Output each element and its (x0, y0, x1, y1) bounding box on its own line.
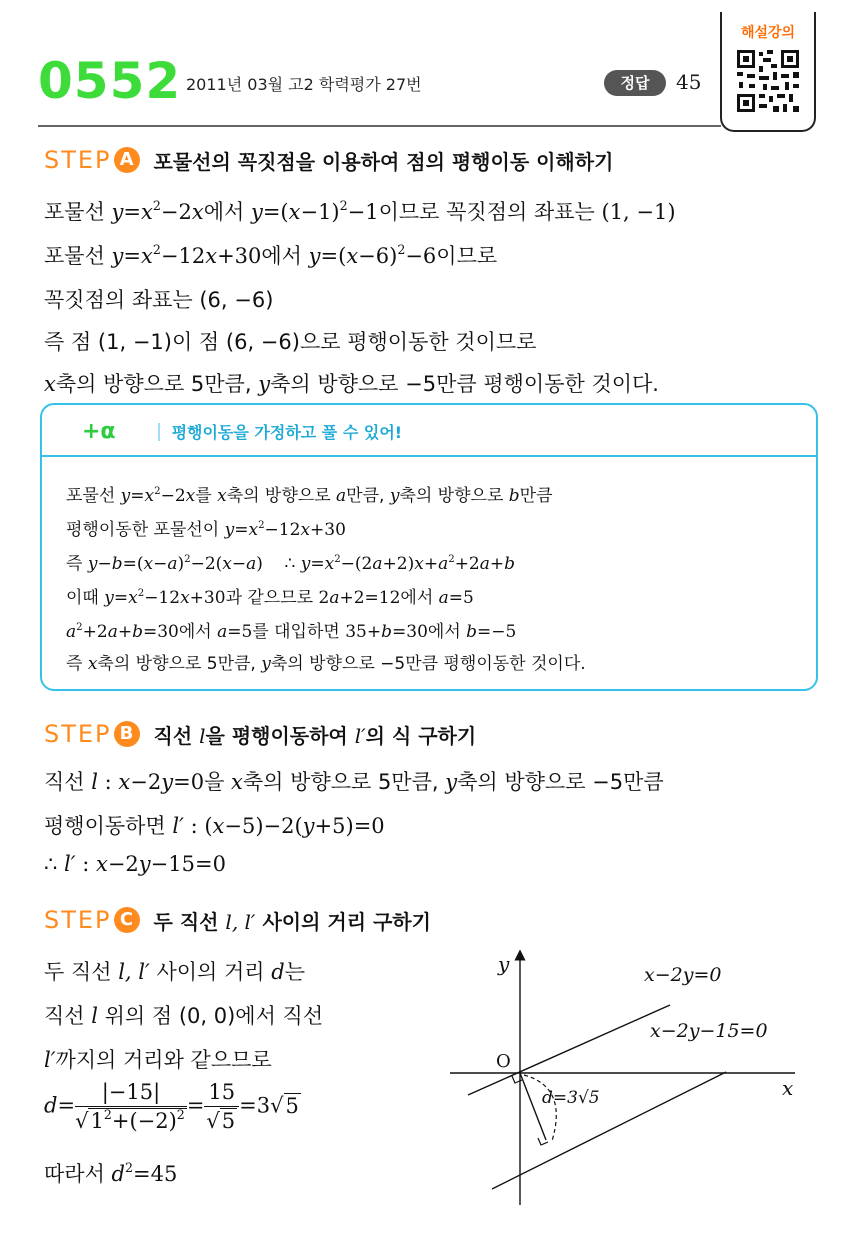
step-b-line-2 (44, 810, 385, 840)
distance-label: d=3√5 (542, 1088, 600, 1108)
text: 포물선 (44, 244, 112, 268)
math-expr: x (185, 486, 196, 506)
text: 까지의 거리와 같으므로 (55, 1048, 272, 1072)
math-expr: x (222, 554, 232, 574)
text: 즉 (66, 654, 88, 674)
text: 평행이동한 포물선이 (66, 520, 225, 540)
math-op: =−5 (477, 622, 517, 642)
tip-separator (158, 423, 160, 441)
text: 을 (204, 770, 232, 794)
tip-title: 평행이동을 가정하고 풀 수 있어! (171, 423, 403, 442)
text: 만큼, (346, 486, 390, 506)
math-expr: y (111, 244, 124, 268)
math-op: −2 (160, 200, 192, 224)
step-b-line-3 (44, 852, 226, 876)
step-c-line-1 (44, 956, 305, 986)
math-expr: x (95, 852, 108, 876)
math-expr: x (87, 654, 98, 674)
math-expr: y (261, 654, 271, 674)
math-op: −12 (144, 588, 181, 608)
numerator: 15 (204, 1080, 239, 1107)
right-angle-mark (538, 1138, 548, 1145)
step-a-line-3: 꼭짓점의 좌표는 (6, −6) (44, 288, 274, 312)
math-op: =45 (133, 1162, 178, 1186)
numerator: |−15| (75, 1080, 187, 1107)
step-a-line-2 (44, 240, 497, 270)
answer-value: 45 (676, 70, 702, 94)
math-expr: l, l′ (225, 909, 256, 934)
text: 축의 방향으로 −5만큼 (457, 770, 664, 794)
math-op: +2) (382, 554, 415, 574)
math-expr: y (224, 520, 235, 540)
tip-divider (42, 455, 816, 457)
text: 를 대입하면 (252, 622, 346, 642)
math-expr: a (107, 622, 118, 642)
tip-line-3 (66, 549, 515, 574)
text: 축의 방향으로 −5만큼 평행이동한 것이다. (270, 372, 659, 396)
tip-header (82, 419, 402, 444)
math-expr: a (329, 588, 340, 608)
math-expr: y (445, 770, 458, 794)
math-expr: y (302, 814, 315, 838)
text: 축의 방향으로 (226, 486, 337, 506)
math-expr: x (212, 814, 225, 838)
tip-line-5 (66, 617, 516, 642)
math-expr: l′ (172, 814, 184, 838)
text: 만큼 (519, 486, 553, 506)
distance-arc (524, 1075, 556, 1141)
text: 포물선 (44, 200, 112, 224)
math-expr: l (91, 1004, 98, 1028)
math-expr: x (231, 770, 243, 794)
text: 이때 (66, 588, 105, 608)
header-divider (38, 125, 721, 127)
math-op: : (97, 770, 119, 794)
math-expr: b (132, 622, 143, 642)
math-op: −12 (160, 244, 206, 268)
qr-code-icon[interactable] (735, 48, 801, 114)
step-title (154, 906, 431, 935)
answer-badge: 정답 (604, 70, 666, 96)
math-expr: y (258, 372, 271, 396)
math-op: 2 (318, 588, 330, 608)
math-op: = (234, 520, 249, 540)
math-op: −6)$^2$−6 (358, 242, 437, 268)
math-op: − (231, 554, 247, 574)
math-op: =0 (173, 770, 205, 794)
step-c-heading (44, 904, 431, 936)
text: 두 직선 (153, 909, 226, 934)
math-expr: $x^2$ (144, 485, 161, 506)
denominator: $√1^2+(-2)^2$ (75, 1107, 185, 1133)
math-op: ∴ (44, 852, 65, 876)
math-expr: x (288, 200, 301, 224)
math-expr: y (308, 244, 321, 268)
math-expr: x (217, 486, 227, 506)
math-expr: y (250, 200, 263, 224)
step-word: STEP (44, 720, 112, 748)
tip-box (40, 403, 818, 691)
math-expr: l′ (354, 723, 366, 748)
math-expr: y (120, 486, 131, 506)
math-expr: y (87, 554, 98, 574)
fraction (75, 1080, 187, 1133)
math-op: −(2 (340, 554, 373, 574)
math-expr: y (161, 770, 174, 794)
math-expr: y (138, 852, 151, 876)
math-expr: x (205, 244, 218, 268)
math-expr: x (300, 520, 311, 540)
math-expr: y (111, 200, 124, 224)
step-badge: B (114, 721, 140, 747)
math-op: 35+ (345, 622, 382, 642)
plus-alpha-icon: +α (82, 419, 116, 444)
step-badge: A (114, 147, 140, 173)
math-expr: l (199, 723, 206, 748)
graph-figure (440, 945, 820, 1210)
math-expr: y (389, 486, 400, 506)
text: 직선 (153, 723, 200, 748)
line-l (468, 1005, 670, 1095)
math-expr: l′ (44, 1048, 56, 1072)
text: 사이의 거리 구하기 (255, 909, 431, 934)
math-op: +30 (310, 520, 346, 540)
math-op: = (123, 244, 142, 268)
text: 두 직선 (44, 960, 119, 984)
step-a-line-4: 즉 점 (1, −1)이 점 (6, −6)으로 평행이동한 것이므로 (44, 330, 537, 354)
text: 사이의 거리 (149, 960, 272, 984)
step-a-line-1 (44, 196, 676, 226)
text: 이므로 꼭짓점의 좌표는 (378, 200, 602, 224)
denominator: √5 (206, 1109, 236, 1133)
step-word: STEP (44, 906, 112, 934)
text: 즉 (66, 554, 88, 574)
text: 포물선 (66, 486, 121, 506)
tip-line-1 (66, 481, 553, 506)
point: (1, −1) (601, 200, 676, 224)
math-expr: d (44, 1093, 58, 1118)
math-op: ) ∴ (256, 554, 301, 574)
text: 직선 (44, 770, 92, 794)
math-op: −5)−2( (224, 814, 303, 838)
math-expr: a (167, 554, 178, 574)
text: 에서 (261, 244, 309, 268)
math-op: =( (262, 200, 289, 224)
math-op: − (97, 554, 112, 574)
math-op: = (310, 554, 325, 574)
text: 평행이동하면 (44, 814, 173, 838)
math-op: =( (122, 554, 144, 574)
math-expr: b (466, 622, 478, 642)
step-b-line-1 (44, 766, 664, 796)
line-l-equation: x−2y=0 (644, 964, 722, 986)
step-c-line-2 (44, 1000, 323, 1030)
math-op: = (57, 1093, 76, 1118)
math-expr: $a^2$ (66, 621, 83, 642)
math-op: +30 (189, 588, 226, 608)
step-a-heading (44, 144, 613, 176)
tip-line-4 (66, 583, 474, 608)
math-op: −12 (264, 520, 301, 540)
math-op: =( (320, 244, 347, 268)
qr-label: 해설강의 (740, 25, 796, 41)
math-expr: $x^2$ (248, 519, 265, 540)
step-title: 포물선의 꼭짓점을 이용하여 점의 평행이동 이해하기 (153, 149, 614, 174)
text: 에서 (178, 622, 218, 642)
line-l-prime-equation: x−2y−15=0 (650, 1020, 768, 1042)
problem-number: 0552 (38, 52, 182, 110)
text: 위의 점 (0, 0)에서 직선 (97, 1004, 324, 1028)
math-expr: y (300, 554, 311, 574)
math-expr: l′ (64, 852, 76, 876)
text: 축의 방향으로 5만큼, (97, 654, 262, 674)
math-expr: x (44, 372, 56, 396)
math-op: = (113, 588, 129, 608)
step-word: STEP (44, 146, 112, 174)
math-op: +30 (217, 244, 262, 268)
y-axis-label: y (498, 952, 510, 976)
math-expr: $x^2$ (141, 198, 161, 224)
math-op: −2 (107, 852, 139, 876)
math-expr: x (191, 200, 204, 224)
math-op: +2 (82, 622, 108, 642)
step-c-line-5 (44, 1158, 177, 1188)
math-op: )$^2$−2( (177, 553, 223, 574)
math-op: = (123, 200, 142, 224)
text: 에서 (400, 588, 439, 608)
math-expr: d (271, 960, 285, 984)
math-op: =30 (392, 622, 428, 642)
math-op: =5 (448, 588, 474, 608)
text: 을 평행이동하여 (205, 723, 355, 748)
math-op: =30 (142, 622, 179, 642)
math-expr: x (346, 244, 359, 268)
text: 축의 방향으로 5만큼, (55, 372, 259, 396)
text: 따라서 (44, 1162, 112, 1186)
math-expr: b (508, 486, 520, 506)
math-expr: x (118, 770, 131, 794)
math-op: +2=12 (339, 588, 401, 608)
text: 축의 방향으로 5만큼, (242, 770, 446, 794)
text: 의 식 구하기 (365, 723, 477, 748)
math-expr: b (111, 554, 123, 574)
math-expr: x (180, 588, 190, 608)
math-expr: $x^2$ (324, 553, 341, 574)
math-expr: x (143, 554, 154, 574)
math-op: =5 (227, 622, 253, 642)
text: 축의 방향으로 (399, 486, 509, 506)
step-a-line-5 (44, 368, 659, 398)
math-expr: x (414, 554, 424, 574)
math-op: − (153, 554, 168, 574)
problem-source: 2011년 03월 고2 학력평가 27번 (186, 75, 422, 94)
fraction (204, 1080, 239, 1133)
math-op: : (75, 852, 96, 876)
text: 축의 방향으로 −5만큼 평행이동한 것이다. (270, 654, 586, 674)
math-op: +2 (454, 554, 480, 574)
math-expr: b (504, 554, 516, 574)
text: 에서 (427, 622, 467, 642)
text: 를 (195, 486, 218, 506)
text: 에서 (203, 200, 251, 224)
math-expr: l (91, 770, 98, 794)
math-expr: a (246, 554, 257, 574)
step-b-heading (44, 718, 476, 750)
text: 직선 (44, 1004, 92, 1028)
math-expr: b (381, 622, 393, 642)
math-op: −2 (160, 486, 186, 506)
math-expr: $x^2$ (141, 242, 161, 268)
origin-label: O (496, 1051, 511, 1072)
step-badge: C (114, 907, 140, 933)
math-expr: l, l′ (118, 960, 150, 984)
text: 이므로 (436, 244, 498, 268)
math-op: −2 (130, 770, 162, 794)
math-expr: y (104, 588, 114, 608)
math-op: + (117, 622, 133, 642)
distance-formula (44, 1080, 301, 1133)
tip-line-6 (66, 649, 586, 674)
math-expr: $d^2$ (111, 1160, 134, 1186)
step-title (154, 720, 477, 749)
step-c-line-3 (44, 1044, 272, 1074)
math-op: = (130, 486, 145, 506)
math-op: −1)$^2$−1 (300, 198, 379, 224)
math-expr: a (438, 588, 449, 608)
math-op: : ( (183, 814, 213, 838)
tip-line-2 (66, 515, 346, 540)
math-op: = (186, 1093, 205, 1118)
math-expr: a (372, 554, 383, 574)
math-expr: a (479, 554, 490, 574)
math-op: +5)=0 (314, 814, 385, 838)
math-expr: $a^2$ (438, 553, 455, 574)
math-op: + (489, 554, 505, 574)
text: 과 같으므로 (225, 588, 319, 608)
text: 는 (284, 960, 305, 984)
math-expr: a (217, 622, 228, 642)
math-op: −15=0 (150, 852, 226, 876)
qr-tab[interactable] (720, 12, 816, 132)
math-expr: a (336, 486, 347, 506)
math-op: =3√5 (239, 1093, 299, 1118)
math-op: + (423, 554, 439, 574)
math-expr: $x^2$ (128, 587, 145, 608)
x-axis-label: x (782, 1076, 794, 1100)
